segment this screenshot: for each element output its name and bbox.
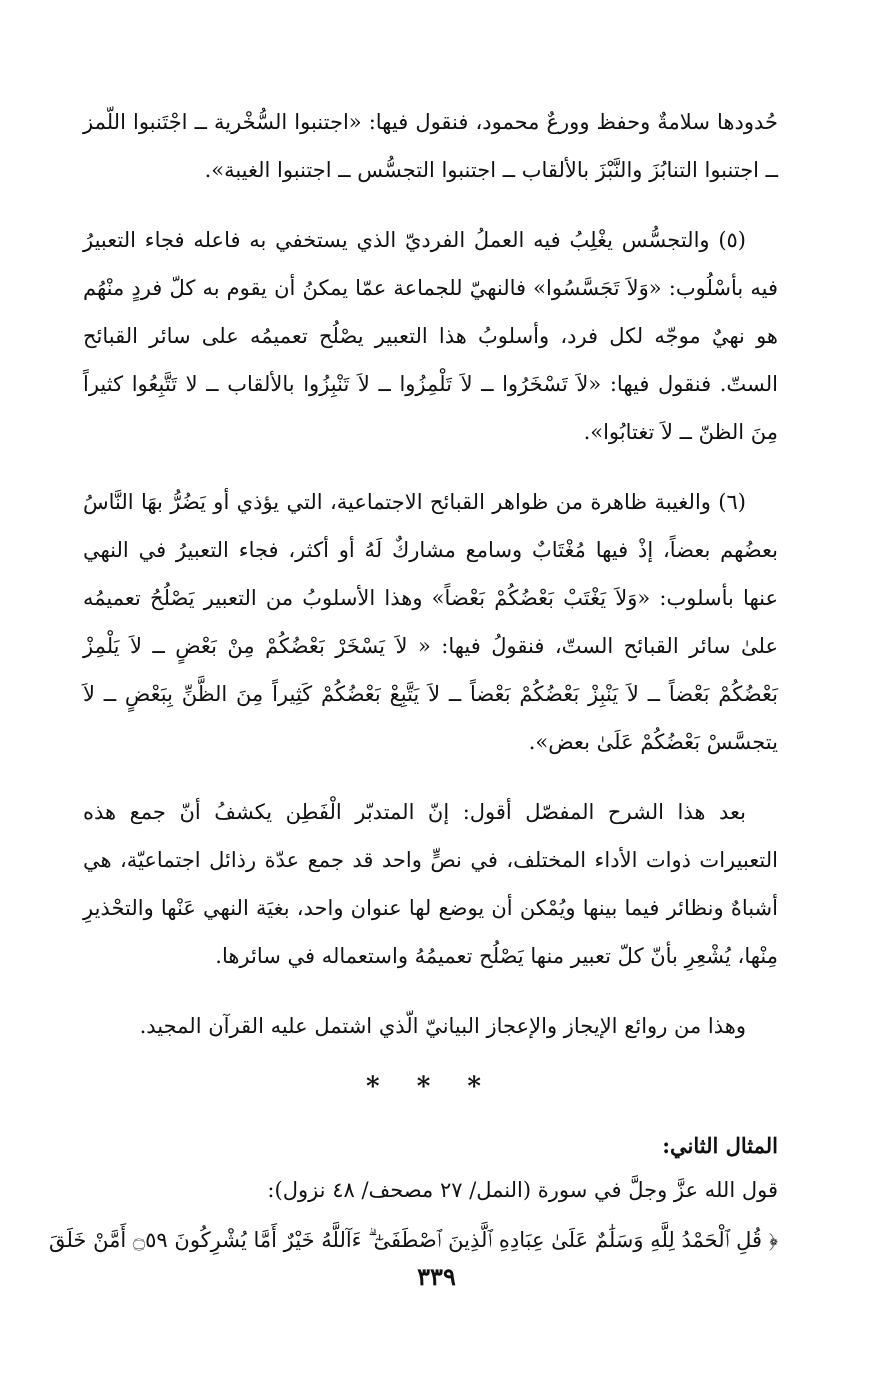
quran-verse: ﴿ قُلِ ٱلْحَمْدُ لِلَّهِ وَسَلَٰمٌ عَلَىٰ عِبَادِهِ ٱلَّذِينَ ٱصْطَفَىٰٓ ۗ ءَآللَّهُ خَيْرٌ أَمَّا يُشْرِكُونَ ۝٥٩ أَمَّنْ خَلَقَ <box>48 1228 778 1252</box>
example-intro: قول الله عزَّ وجلَّ في سورة (النمل/ ٢٧ مصحف/ ٤٨ نزول): <box>267 1178 778 1202</box>
paragraph-continuation: حُدودها سلامةٌ وحفظ وورعٌ محمود، فنقول فيها: «اجتنبوا السُّخْرية ــ اجْتَنبوا اللّمز ــ اجتنبوا التنابُزَ والنَّبْزَ بالألقاب ــ اجتنبوا التجسُّس ــ اجتنبوا الغيبة». <box>83 110 778 182</box>
section-separator: * * * <box>366 1072 495 1102</box>
paragraph-conclusion: بعد هذا الشرح المفصّل أقول: إنّ المتدبّر الْفَطِن يكشفُ أنّ جمع هذه التعبيرات ذوات الأداء المختلف، في نصٍّ واحد قد جمع عدّة رذائل اجتماعيّة، هي أشباهٌ ونظائر فيما بينها ويُمْكن أن يوضع لها عنوان واحد، بغيَة النهي عَنْها والتحْذيرِ مِنْها، يُشْعِرِ بأنّ كلّ تعبير منها يَصْلُح تعميمُهُ واستعماله في سائرها. <box>83 800 778 968</box>
paragraph-summary: وهذا من روائع الإيجاز والإعجاز البيانيّ الّذي اشتمل عليه القرآن المجيد. <box>139 1014 746 1038</box>
paragraph-point-5: (٥) والتجسُّس يغْلِبُ فيه العملُ الفرديّ الذي يستخفي به فاعله فجاء التعبيرُ فيه بأسْلُوب: «وَلاَ تَجَسَّسُوا» فالنهيّ للجماعة عمّا يمكنُ أن يقوم به كلّ فردٍ منْهُم هو نهيٌ موجّه لكل فرد، وأسلوبُ هذا التعبير يصْلُح تعميمُه على سائر القبائح الستّ. فنقول فيها: «لاَ تَسْخَرُوا ــ لاَ تَلْمِزُوا ــ لاَ تَنْبِزُوا بالألقاب ــ لا تَتَّبِعُوا كثيراً مِنَ الظنّ ــ لاَ تغتابُوا». <box>83 228 778 444</box>
paragraph-point-6: (٦) والغيبة ظاهرة من ظواهر القبائح الاجتماعية، التي يؤذي أو يَضُرُّ بهَا النَّاسُ بعضُهم بعضاً، إذْ فيها مُغْتَابٌ وسامع مشاركٌ لَهُ أو أكثر، فجاء التعبيرُ في النهي عنها بأسلوب: «وَلاَ يَغْتَبْ بَعْضُكُمْ بَعْضاً» وهذا الأسلوبُ من التعبير يَصْلُحُ تعميمُه علىٰ سائر القبائح الستّ، فنقولُ فيها: « لاَ يَسْخَرْ بَعْضُكُمْ مِنْ بَعْضٍ ــ لاَ يَلْمِزْ بَعْضُكُمْ بَعْضاً ــ لاَ يَنْبِزْ بَعْضُكُمْ بَعْضاً ــ لاَ يَتَّبِعْ بَعْضُكُمْ كَثِيراً مِنَ الظَّنِّ بِبَعْضٍ ــ لاَ يتجسَّسْ بَعْضُكُمْ عَلَىٰ بعض». <box>83 490 778 754</box>
page-number: ٣٣٩ <box>417 1262 456 1291</box>
page-body <box>48 98 778 1258</box>
example-title: المثال الثاني: <box>662 1133 778 1158</box>
